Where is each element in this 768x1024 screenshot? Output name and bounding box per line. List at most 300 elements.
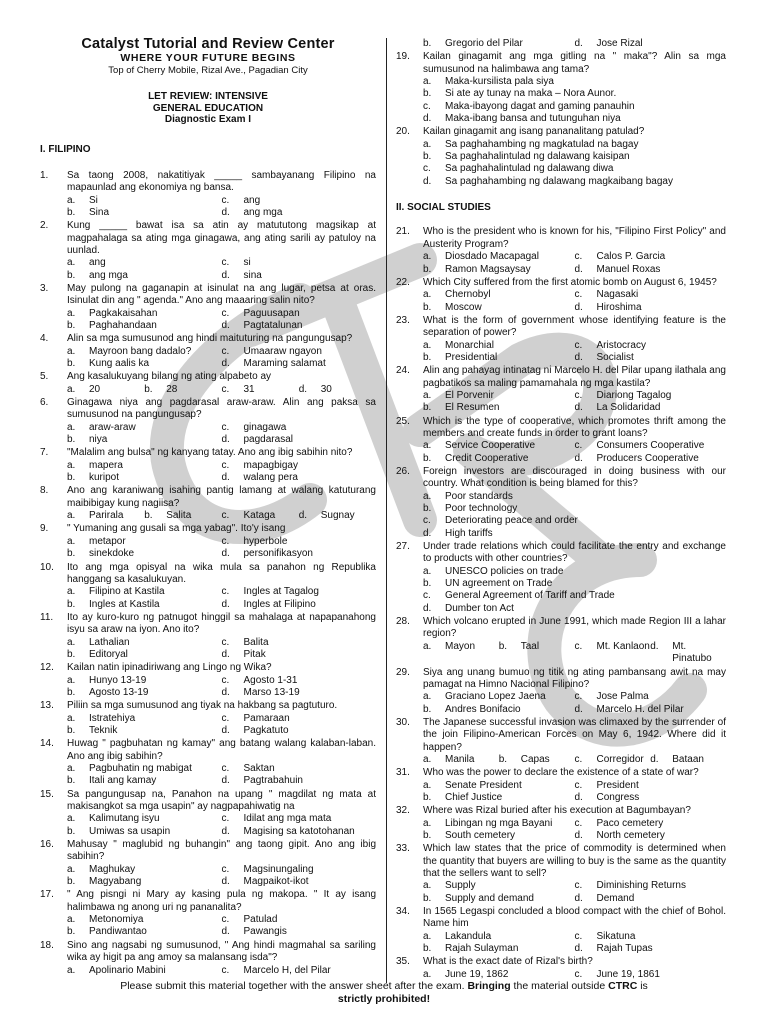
option-text: Pagbuhatin ng mabigat xyxy=(89,763,192,774)
question-text: Sino ang nagsabi ng sumusunod, " Ang hindi magmahal sa sariling wika ay higit pa ang amoy sa malansang isda"? xyxy=(67,939,376,964)
option-letter: a. xyxy=(423,691,432,703)
tagline: WHERE YOUR FUTURE BEGINS xyxy=(120,52,296,64)
option-text: Saktan xyxy=(243,763,275,774)
option-row xyxy=(423,302,726,314)
option-letter: c. xyxy=(221,863,230,875)
option-letter: c. xyxy=(574,817,583,829)
option xyxy=(67,876,222,888)
option-text: Poor technology xyxy=(445,503,518,515)
question-text: Who was the power to declare the existence of a state of war? xyxy=(423,767,699,779)
option-letter: d. xyxy=(574,38,583,49)
option-row xyxy=(67,965,376,977)
option-text: Paco cemetery xyxy=(596,817,664,829)
option-text: Paguusapan xyxy=(243,307,300,319)
option-row xyxy=(423,780,726,792)
option-letter: a. xyxy=(67,307,76,319)
question-number: 7. xyxy=(40,447,49,459)
option-letter: a. xyxy=(423,289,432,301)
option xyxy=(67,713,222,725)
option xyxy=(423,264,575,276)
option-row xyxy=(423,578,726,590)
option xyxy=(423,893,575,905)
option xyxy=(423,931,575,943)
option-letter: b. xyxy=(423,791,432,803)
question-number: 25. xyxy=(396,415,410,427)
option-text: Monarchial xyxy=(445,339,494,351)
option-text: 30 xyxy=(320,383,332,395)
question-text: Siya ang unang bumuo ng titik ng ating pambansang awit na may pamagat na Himno Nacional Filipino? xyxy=(423,666,726,690)
option-letter: b. xyxy=(423,452,432,464)
footer-bold-2: CTRC xyxy=(608,980,638,992)
option-letter: b. xyxy=(67,472,76,484)
option-text: kuripot xyxy=(89,472,120,484)
option-letter: c. xyxy=(221,712,230,724)
option-text: Sa paghahambing ng magkatulad na bagay xyxy=(445,138,639,150)
option-text: Capas xyxy=(520,753,550,765)
option-letter: d. xyxy=(221,876,230,888)
option-letter: a. xyxy=(423,880,432,892)
option-letter: c. xyxy=(221,636,230,648)
option-text: Magsinungaling xyxy=(243,863,314,875)
option-letter: d. xyxy=(221,472,230,484)
question xyxy=(396,126,726,138)
option xyxy=(575,792,727,804)
option-text: Graciano Lopez Jaena xyxy=(445,691,546,703)
question-number: 11. xyxy=(40,611,54,623)
option-text: Sa paghahambing ng dalawang magkaibang bagay xyxy=(445,175,673,187)
exam-type: Diagnostic Exam I xyxy=(164,114,252,125)
option xyxy=(222,826,377,838)
option xyxy=(222,510,299,522)
option xyxy=(299,510,376,522)
footer-text-1: Please submit this material together with the answer sheet after the exam. xyxy=(120,980,468,992)
options xyxy=(396,880,726,905)
option-row xyxy=(423,76,726,88)
option-letter: a. xyxy=(423,930,432,942)
option-letter: d. xyxy=(221,319,230,331)
option-letter: d. xyxy=(574,301,583,313)
option-text: Poor standards xyxy=(445,490,513,502)
question-number: 12. xyxy=(40,662,54,674)
option xyxy=(222,713,377,725)
option-text: UN agreement on Trade xyxy=(445,578,553,590)
option xyxy=(423,151,630,163)
question-text: Ano ang karaniwang isahing pantig lamang at walang katuturang maibibigay kung nagiisa? xyxy=(67,485,376,509)
option xyxy=(575,818,727,830)
option-text: 28 xyxy=(166,383,178,395)
question-number: 31. xyxy=(396,767,410,779)
option xyxy=(222,725,377,737)
question-number: 17. xyxy=(40,889,54,901)
option xyxy=(222,864,377,876)
option-row xyxy=(423,515,726,527)
option-letter: a. xyxy=(423,251,432,263)
option xyxy=(423,830,575,842)
section-heading-social-studies: II. SOCIAL STUDIES xyxy=(396,202,491,214)
option-letter: d. xyxy=(574,892,583,904)
options xyxy=(396,691,726,716)
option-letter: a. xyxy=(67,636,76,648)
option-letter: c. xyxy=(221,257,230,269)
option xyxy=(423,780,575,792)
question-number: 32. xyxy=(396,805,410,817)
option-letter: b. xyxy=(67,926,76,938)
option xyxy=(423,515,578,527)
option-text: Rajah Sulayman xyxy=(445,943,519,955)
option-letter: d. xyxy=(650,640,659,652)
option-text: Apolinario Mabini xyxy=(89,964,166,976)
option xyxy=(222,965,377,977)
option-letter: c. xyxy=(221,194,230,206)
option xyxy=(423,38,575,50)
column-divider xyxy=(386,38,387,983)
option-letter: b. xyxy=(423,263,432,275)
option-letter: b. xyxy=(67,598,76,610)
option xyxy=(67,926,222,938)
option xyxy=(423,880,575,892)
option-letter: c. xyxy=(423,163,431,175)
question xyxy=(396,541,726,566)
option-row xyxy=(67,813,376,825)
question-text: Kailan natin ipinadiriwang ang Lingo ng Wika? xyxy=(67,662,272,674)
question-text: Huwag " pagbuhatan ng kamay" ang batang walang kalaban-laban. Ano ang ibig sabihin? xyxy=(67,738,376,762)
question-text: Which City suffered from the first atomic bomb on August 6, 1945? xyxy=(423,276,717,288)
option-row xyxy=(423,38,726,50)
question-number: 29. xyxy=(396,666,410,678)
option xyxy=(67,384,144,396)
option-row xyxy=(423,566,726,578)
option-letter: c. xyxy=(221,383,230,395)
option-text: Teknik xyxy=(89,724,118,736)
option xyxy=(67,813,222,825)
question-text: In 1565 Legaspi concluded a blood compact with the chief of Bohol. Name him xyxy=(423,906,726,930)
question-text: May pulong na gaganapin at isinulat na ang lugar, petsa at oras. Isinulat din ang " agenda." Ano ang maaaring salin nito? xyxy=(67,282,376,307)
option xyxy=(67,270,222,282)
option-row xyxy=(423,943,726,955)
option-text: Hunyo 13-19 xyxy=(89,674,147,686)
option-text: ang mga xyxy=(243,206,283,218)
option xyxy=(67,346,222,358)
option-letter: a. xyxy=(67,674,76,686)
option-letter: c. xyxy=(221,459,230,471)
options xyxy=(396,641,726,666)
option-row xyxy=(423,453,726,465)
option-text: South cemetery xyxy=(445,829,516,841)
option-row xyxy=(67,775,376,787)
question-number: 26. xyxy=(396,466,410,477)
option-text: Si xyxy=(89,194,98,206)
footer-notice xyxy=(40,980,728,1005)
option xyxy=(67,207,222,219)
option xyxy=(67,536,222,548)
option xyxy=(222,586,377,598)
option-text: Umaaraw ngayon xyxy=(243,345,322,357)
option-text: Mayroon bang dadalo? xyxy=(89,345,192,357)
option-letter: b. xyxy=(67,319,76,331)
option-letter: c. xyxy=(574,930,583,942)
option-text: Supply and demand xyxy=(445,892,534,904)
option-letter: a. xyxy=(67,459,76,471)
option xyxy=(222,384,299,396)
option-row xyxy=(423,352,726,364)
option xyxy=(423,792,575,804)
option xyxy=(222,460,377,472)
option-row xyxy=(423,830,726,842)
option-text: mapera xyxy=(89,459,123,471)
option xyxy=(222,195,377,207)
question xyxy=(396,226,726,251)
question xyxy=(40,662,376,674)
option-text: Bataan xyxy=(672,753,704,765)
option-text: Agosto 1-31 xyxy=(243,674,298,686)
question xyxy=(40,700,376,712)
option xyxy=(575,289,727,301)
option-text: si xyxy=(243,257,251,269)
option-text: Moscow xyxy=(445,301,482,313)
question xyxy=(40,170,376,195)
option-letter: c. xyxy=(221,914,230,926)
option-text: Filipino at Kastila xyxy=(89,586,165,598)
option-text: Umiwas sa usapin xyxy=(89,825,171,837)
option-row xyxy=(67,308,376,320)
options xyxy=(396,818,726,843)
option-text: Paghahandaan xyxy=(89,319,157,331)
option xyxy=(67,965,222,977)
option-letter: a. xyxy=(423,779,432,791)
option-text: Maka-kursilista pala siya xyxy=(445,76,554,88)
question xyxy=(40,612,376,637)
option-letter: c. xyxy=(221,510,230,522)
option-text: Marcelo H, del Pilar xyxy=(243,964,331,976)
option xyxy=(67,434,222,446)
option-text: Magising sa katotohanan xyxy=(243,825,355,837)
question-number: 35. xyxy=(396,956,410,968)
question-number: 19. xyxy=(396,51,410,63)
option-text: Ingles at Tagalog xyxy=(243,586,319,598)
question-text: Ginagawa niya ang pagdarasal araw-araw. Alin ang paksa sa sumusunod na pangungusap? xyxy=(67,397,376,421)
option-text: Kataga xyxy=(243,510,276,522)
option-row xyxy=(67,926,376,938)
option-letter: b. xyxy=(67,206,76,218)
option-row xyxy=(67,257,376,269)
option-letter: a. xyxy=(67,964,76,976)
option-text: High tariffs xyxy=(445,527,493,539)
option-text: Demand xyxy=(596,892,635,904)
question-number: 21. xyxy=(396,226,410,238)
option-letter: b. xyxy=(67,825,76,837)
option xyxy=(575,264,727,276)
option-text: Kalimutang isyu xyxy=(89,813,160,825)
options xyxy=(40,675,376,700)
options xyxy=(40,965,376,977)
option-text: Editoryal xyxy=(89,648,128,660)
option-text: Ramon Magsaysay xyxy=(445,263,531,275)
option xyxy=(222,257,377,269)
option xyxy=(423,578,552,590)
question xyxy=(396,717,726,754)
option-letter: d. xyxy=(650,753,659,765)
option-letter: a. xyxy=(67,510,76,522)
option xyxy=(222,472,377,484)
option-text: sina xyxy=(243,269,262,281)
question-number: 14. xyxy=(40,738,54,750)
question-text: Who is the president who is known for his, "Filipino First Policy" and Austerity Program? xyxy=(423,226,726,250)
option-text: 31 xyxy=(243,383,255,395)
option-row xyxy=(67,675,376,687)
option-text: Kung aalis ka xyxy=(89,358,150,369)
option-text: metapor xyxy=(89,535,126,547)
option xyxy=(222,346,377,358)
document-header xyxy=(40,36,376,126)
option-row xyxy=(423,590,726,602)
option-row xyxy=(67,687,376,699)
option xyxy=(222,270,377,282)
option xyxy=(67,548,222,560)
option xyxy=(423,590,615,602)
option-row xyxy=(423,176,726,188)
question-text: Which law states that the price of commodity is determined when the quantity that buyers are willing to buy is the same as the quantity that the sellers want to sell? xyxy=(423,843,726,879)
option-letter: c. xyxy=(221,763,230,774)
option xyxy=(650,754,726,766)
option-letter: a. xyxy=(423,753,432,765)
question xyxy=(396,843,726,880)
question-number: 6. xyxy=(40,397,49,409)
option-text: araw-araw xyxy=(89,421,136,433)
question xyxy=(396,51,726,76)
option-text: Istratehiya xyxy=(89,712,136,724)
option-letter: c. xyxy=(221,421,230,433)
option-letter: a. xyxy=(423,490,432,502)
option-letter: c. xyxy=(221,964,230,976)
option-letter: a. xyxy=(67,763,76,774)
option-text: Pawangis xyxy=(243,926,287,938)
options xyxy=(40,864,376,889)
option-text: Hiroshima xyxy=(596,301,642,313)
option-text: pagdarasal xyxy=(243,434,293,446)
options xyxy=(40,510,376,522)
option-text: Salita xyxy=(166,510,192,522)
option xyxy=(67,687,222,699)
option xyxy=(423,76,554,88)
option-text: El Porvenir xyxy=(445,389,494,401)
option-text: Jose Rizal xyxy=(596,38,643,49)
question-text: Ito ay kuro-kuro ng patnugot hinggil sa mahalaga at napapanahong isyu sa araw na iyon. Ano ito? xyxy=(67,611,376,636)
option-letter: b. xyxy=(423,351,432,363)
options xyxy=(40,637,376,662)
option-letter: d. xyxy=(221,269,230,281)
option-text: Diminishing Returns xyxy=(596,880,686,892)
option-row xyxy=(67,637,376,649)
option xyxy=(575,38,727,50)
option-text: ang xyxy=(243,194,261,206)
option xyxy=(575,880,727,892)
option-row xyxy=(67,864,376,876)
option-letter: a. xyxy=(67,712,76,724)
option-text: Chernobyl xyxy=(445,289,491,301)
option-letter: d. xyxy=(574,263,583,275)
options xyxy=(396,440,726,465)
options xyxy=(40,813,376,838)
question xyxy=(396,416,726,441)
option-letter: c. xyxy=(423,590,431,602)
question-text: Under trade relations which could facilitate the entry and exchange to products with other countries? xyxy=(423,541,726,565)
option xyxy=(222,536,377,548)
option-text: Deteriorating peace and order xyxy=(445,515,578,527)
option-letter: a. xyxy=(67,421,76,433)
option xyxy=(299,384,376,396)
option-text: Mt. Pinatubo xyxy=(672,640,712,665)
option-row xyxy=(423,691,726,703)
option-text: Producers Cooperative xyxy=(596,452,699,464)
question xyxy=(396,466,726,491)
question-text: Ang kasalukuyang bilang ng ating alpabeto ay xyxy=(67,371,272,383)
option-row xyxy=(67,320,376,332)
question-text: " Ang pisngi ni Mary ay kasing pula ng makopa. " It ay isang halimbawa ng anong uri ng pananalita? xyxy=(67,889,376,913)
options xyxy=(40,346,376,371)
option-letter: b. xyxy=(67,548,76,560)
option xyxy=(423,503,517,515)
option xyxy=(575,251,727,263)
option-letter: b. xyxy=(423,151,432,163)
option-text: Taal xyxy=(520,640,540,652)
option-letter: d. xyxy=(221,358,230,369)
option-text: UNESCO policies on trade xyxy=(445,565,564,577)
option-row xyxy=(67,914,376,926)
option-text: mapagbigay xyxy=(243,459,298,471)
option-letter: c. xyxy=(574,440,583,452)
question xyxy=(40,371,376,383)
question xyxy=(396,767,726,779)
option xyxy=(67,864,222,876)
option-letter: b. xyxy=(498,753,508,765)
option-row xyxy=(67,536,376,548)
option-row xyxy=(423,163,726,175)
question-number: 23. xyxy=(396,314,410,326)
question xyxy=(40,485,376,510)
option-text: General Agreement of Tariff and Trade xyxy=(445,590,615,602)
question-number: 1. xyxy=(40,169,49,181)
option xyxy=(144,384,221,396)
option-row xyxy=(67,548,376,560)
option xyxy=(423,754,499,766)
option-row xyxy=(423,139,726,151)
option-row xyxy=(67,725,376,737)
options xyxy=(40,308,376,333)
option-letter: b. xyxy=(423,88,432,100)
option-row xyxy=(423,491,726,503)
option-row xyxy=(423,880,726,892)
option xyxy=(650,641,726,666)
exam-title: LET REVIEW: INTENSIVE xyxy=(148,91,268,102)
option-text: Chief Justice xyxy=(445,791,503,803)
option-text: North cemetery xyxy=(596,829,665,841)
options xyxy=(396,76,726,125)
option-letter: c. xyxy=(574,880,583,892)
option-letter: a. xyxy=(67,257,76,269)
option-letter: b. xyxy=(67,269,76,281)
options xyxy=(396,340,726,365)
option-letter: c. xyxy=(221,586,230,598)
option-letter: a. xyxy=(67,863,76,875)
option-letter: c. xyxy=(574,289,583,301)
options xyxy=(40,586,376,611)
options xyxy=(396,251,726,276)
option xyxy=(575,893,727,905)
option-letter: a. xyxy=(423,339,432,351)
option xyxy=(423,641,499,666)
option xyxy=(423,566,563,578)
option xyxy=(575,704,727,716)
